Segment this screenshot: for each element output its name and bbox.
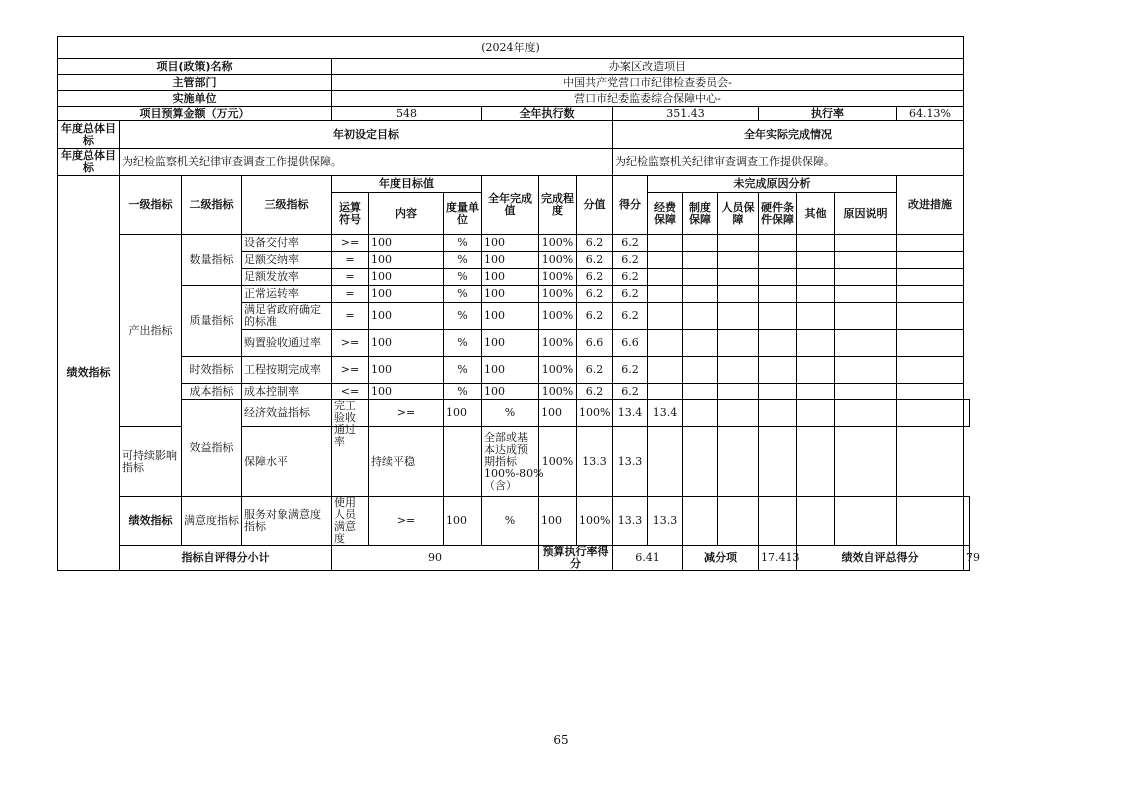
table-row xyxy=(58,384,970,400)
initial-goal-text: 为纪检监察机关纪律审查调查工作提供保障。 xyxy=(120,149,613,176)
row-content: 100 xyxy=(444,400,482,427)
row-content: 100 xyxy=(369,357,444,384)
row-weight: 6.2 xyxy=(577,235,613,252)
row-name: 足额交纳率 xyxy=(242,252,332,269)
row-content: 持续平稳 xyxy=(369,427,444,497)
performance-table xyxy=(57,36,981,571)
total-label: 绩效自评总得分 xyxy=(797,546,964,571)
subtotal-value: 90 xyxy=(332,546,539,571)
row-weight: 13.4 xyxy=(613,400,648,427)
budget-score-value: 6.41 xyxy=(613,546,683,571)
row-name: 足额发放率 xyxy=(242,269,332,286)
col-level1: 一级指标 xyxy=(120,176,182,235)
initial-goal-header: 年初设定目标 xyxy=(120,121,613,149)
row-value: 100 xyxy=(482,286,539,303)
rate-label: 执行率 xyxy=(759,107,897,121)
row-name: 购置验收通过率 xyxy=(242,330,332,357)
row-degree: 100% xyxy=(577,400,613,427)
row-unit: % xyxy=(444,357,482,384)
row-score: 6.2 xyxy=(613,357,648,384)
deduction-value: 17.413 xyxy=(759,546,797,571)
group-service-satisfaction: 服务对象满意度指标 xyxy=(242,497,332,546)
group-economic: 经济效益指标 xyxy=(242,400,332,427)
table-row xyxy=(58,357,970,384)
col-degree: 完成程度 xyxy=(539,176,577,235)
row-name: 工程按期完成率 xyxy=(242,357,332,384)
rate-value: 64.13% xyxy=(897,107,964,121)
row-value: 100 xyxy=(482,269,539,286)
budget-value: 548 xyxy=(332,107,482,121)
actual-goal-header: 全年实际完成情况 xyxy=(613,121,964,149)
row-content: 100 xyxy=(369,286,444,303)
table-row xyxy=(58,497,970,546)
col-score: 得分 xyxy=(613,176,648,235)
budget-label: 项目预算金额（万元） xyxy=(58,107,332,121)
row-value: 100 xyxy=(539,400,577,427)
table-row xyxy=(58,286,970,303)
row-content: 100 xyxy=(369,384,444,400)
row-unit: % xyxy=(444,330,482,357)
row-op: >= xyxy=(369,497,444,546)
row-op: >= xyxy=(332,357,369,384)
col-annual-value: 全年完成值 xyxy=(482,176,539,235)
row-content: 100 xyxy=(369,269,444,286)
table-row xyxy=(58,400,970,427)
row-degree: 100% xyxy=(539,235,577,252)
group-quality: 质量指标 xyxy=(182,286,242,357)
row-name: 满足省政府确定的标准 xyxy=(242,303,332,330)
subtotal-label: 指标自评得分小计 xyxy=(120,546,332,571)
col-score-value: 分值 xyxy=(577,176,613,235)
row-score: 13.4 xyxy=(648,400,683,427)
row-value: 全部或基本达成预期指标100%-80%（含） xyxy=(482,427,539,497)
row-score: 6.2 xyxy=(613,384,648,400)
total-value: 79 xyxy=(964,546,970,571)
table-row xyxy=(58,235,970,252)
row-degree: 100% xyxy=(539,384,577,400)
row-value: 100 xyxy=(482,303,539,330)
row-weight: 6.2 xyxy=(577,384,613,400)
row-value: 100 xyxy=(539,497,577,546)
row-content: 100 xyxy=(369,303,444,330)
col-year-target: 年度目标值 xyxy=(332,176,482,193)
row-score: 6.2 xyxy=(613,269,648,286)
row-unit: % xyxy=(444,384,482,400)
col-system: 制度保障 xyxy=(683,193,718,235)
group-sustainable: 可持续影响指标 xyxy=(120,427,182,497)
year-title: (2024年度) xyxy=(58,37,964,59)
row-score: 6.6 xyxy=(613,330,648,357)
col-content: 内容 xyxy=(369,193,444,235)
row-content: 100 xyxy=(444,497,482,546)
row-degree: 100% xyxy=(539,357,577,384)
row-value: 100 xyxy=(482,357,539,384)
row-value: 100 xyxy=(482,235,539,252)
row-name: 正常运转率 xyxy=(242,286,332,303)
row-op: >= xyxy=(332,330,369,357)
row-unit: % xyxy=(444,286,482,303)
row-op: = xyxy=(332,252,369,269)
department-label: 主管部门 xyxy=(58,75,332,91)
row-score: 6.2 xyxy=(613,235,648,252)
unit-label: 实施单位 xyxy=(58,91,332,107)
row-op: = xyxy=(332,286,369,303)
row-unit: % xyxy=(444,303,482,330)
row-weight: 6.2 xyxy=(577,252,613,269)
row-value: 100 xyxy=(482,330,539,357)
col-fund: 经费保障 xyxy=(648,193,683,235)
row-degree: 100% xyxy=(539,330,577,357)
row-score: 6.2 xyxy=(613,286,648,303)
row-content: 100 xyxy=(369,252,444,269)
row-score: 6.2 xyxy=(613,252,648,269)
group-cost: 成本指标 xyxy=(182,384,242,400)
row-op: = xyxy=(332,269,369,286)
row-unit: % xyxy=(444,269,482,286)
deduction-label: 减分项 xyxy=(683,546,759,571)
row-weight: 6.2 xyxy=(577,303,613,330)
department: 中国共产党营口市纪律检查委员会- xyxy=(332,75,964,91)
row-value: 100 xyxy=(482,384,539,400)
project-name: 办案区改造项目 xyxy=(332,59,964,75)
group-benefit: 效益指标 xyxy=(182,400,242,497)
col-unit: 度量单位 xyxy=(444,193,482,235)
row-unit xyxy=(444,427,482,497)
col-reason-desc: 原因说明 xyxy=(835,193,897,235)
row-weight: 6.2 xyxy=(577,286,613,303)
row-degree: 100% xyxy=(539,286,577,303)
row-score: 13.3 xyxy=(648,497,683,546)
implementing-unit: 营口市纪委监委综合保障中心- xyxy=(332,91,964,107)
row-op: >= xyxy=(332,235,369,252)
row-score: 6.2 xyxy=(613,303,648,330)
col-operator: 运算符号 xyxy=(332,193,369,235)
col-reason-analysis: 未完成原因分析 xyxy=(648,176,897,193)
row-name: 完工验收通过率 xyxy=(332,400,369,427)
row-name: 保障水平 xyxy=(242,427,332,497)
row-unit: % xyxy=(444,252,482,269)
row-degree: 100% xyxy=(539,427,577,497)
col-hardware: 硬件条件保障 xyxy=(759,193,797,235)
row-weight: 13.3 xyxy=(577,427,613,497)
row-degree: 100% xyxy=(539,269,577,286)
row-value: 100 xyxy=(482,252,539,269)
col-measures: 改进措施 xyxy=(897,176,964,235)
row-degree: 100% xyxy=(577,497,613,546)
group-quantity: 数量指标 xyxy=(182,235,242,286)
executed-value: 351.43 xyxy=(613,107,759,121)
perf-indicator-label: 绩效指标 xyxy=(58,176,120,571)
col-level3: 三级指标 xyxy=(242,176,332,235)
row-content: 100 xyxy=(369,235,444,252)
group-timeliness: 时效指标 xyxy=(182,357,242,384)
budget-score-label: 预算执行率得分 xyxy=(539,546,613,571)
row-weight: 6.2 xyxy=(577,357,613,384)
page-number: 65 xyxy=(553,733,569,747)
overall-goal-label: 年度总体目标 xyxy=(58,121,120,149)
col-other: 其他 xyxy=(797,193,835,235)
executed-label: 全年执行数 xyxy=(482,107,613,121)
row-name: 成本控制率 xyxy=(242,384,332,400)
project-name-label: 项目(政策)名称 xyxy=(58,59,332,75)
row-op: >= xyxy=(369,400,444,427)
row-degree: 100% xyxy=(539,303,577,330)
row-degree: 100% xyxy=(539,252,577,269)
overall-goal-label-2: 年度总体目标 xyxy=(58,149,120,176)
perf-indicator-label-2: 绩效指标 xyxy=(120,497,182,546)
row-op: = xyxy=(332,303,369,330)
row-weight: 13.3 xyxy=(613,497,648,546)
group-satisfaction: 满意度指标 xyxy=(182,497,242,546)
row-weight: 6.2 xyxy=(577,269,613,286)
row-content: 100 xyxy=(369,330,444,357)
col-level2: 二级指标 xyxy=(182,176,242,235)
row-name: 使用人员满意度 xyxy=(332,497,369,546)
actual-goal-text: 为纪检监察机关纪律审查调查工作提供保障。 xyxy=(613,149,964,176)
row-name: 设备交付率 xyxy=(242,235,332,252)
col-staff: 人员保障 xyxy=(718,193,759,235)
row-score: 13.3 xyxy=(613,427,648,497)
row-unit: % xyxy=(482,400,539,427)
row-unit: % xyxy=(482,497,539,546)
group-output: 产出指标 xyxy=(120,235,182,427)
row-unit: % xyxy=(444,235,482,252)
row-weight: 6.6 xyxy=(577,330,613,357)
row-op: <= xyxy=(332,384,369,400)
